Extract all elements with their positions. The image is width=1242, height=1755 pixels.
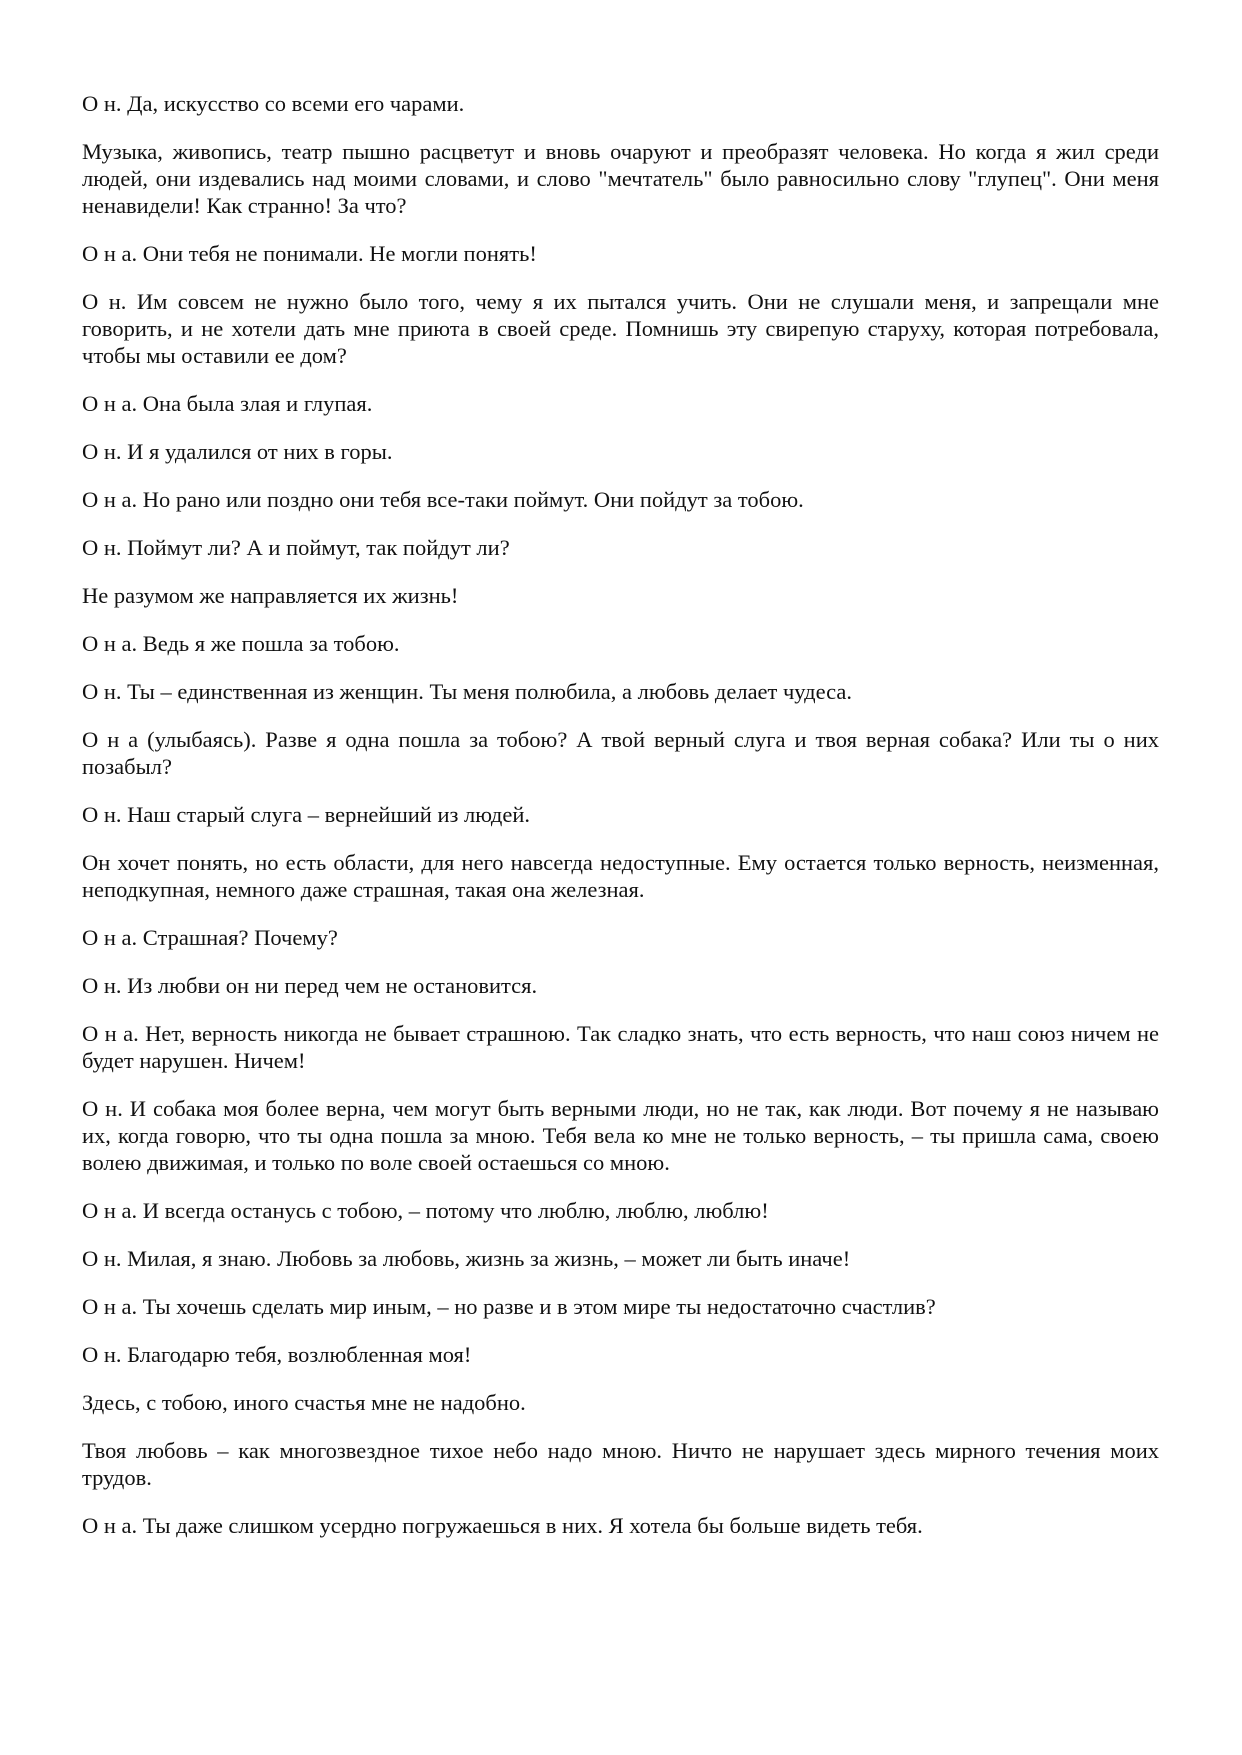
paragraph: О н а. Ты хочешь сделать мир иным, – но разве и в этом мире ты недостаточно счастлив? <box>82 1294 936 1319</box>
paragraph: О н. Благодарю тебя, возлюбленная моя! <box>82 1342 472 1367</box>
paragraph: Не разумом же направляется их жизнь! <box>82 583 459 608</box>
paragraph: О н. Ты – единственная из женщин. Ты меня полюбила, а любовь делает чудеса. <box>82 679 853 704</box>
paragraph: О н а. И всегда останусь с тобою, – потому что люблю, люблю, люблю! <box>82 1198 769 1223</box>
paragraph: Музыка, живопись, театр пышно расцветут и вновь очаруют и преобразят человека. Но когда я жил среди людей, они издевались над моими словами, и слово "мечтатель" было равносильно слову "глупец". Они меня ненавидели! Как странно! За что? <box>82 139 1159 218</box>
paragraph: О н. Поймут ли? А и поймут, так пойдут ли? <box>82 535 510 560</box>
paragraph: О н а. Но рано или поздно они тебя все-таки поймут. Они пойдут за тобою. <box>82 487 804 512</box>
paragraph: О н. Из любви он ни перед чем не остановится. <box>82 973 538 998</box>
paragraph: О н а. Они тебя не понимали. Не могли понять! <box>82 241 537 266</box>
paragraph: О н. Да, искусство со всеми его чарами. <box>82 91 465 116</box>
paragraph: О н а. Ты даже слишком усердно погружаешься в них. Я хотела бы больше видеть тебя. <box>82 1513 923 1538</box>
paragraph: О н а. Она была злая и глупая. <box>82 391 373 416</box>
paragraph: О н. И собака моя более верна, чем могут быть верными люди, но не так, как люди. Вот почему я не называю их, когда говорю, что ты одна пошла за мною. Тебя вела ко мне не только верность, – ты пришла сама, своею волею движимая, и только по воле своей остаешься со мною. <box>82 1096 1159 1175</box>
paragraph: Он хочет понять, но есть области, для него навсегда недоступные. Ему остается только верность, неизменная, неподкупная, немного даже страшная, такая она железная. <box>82 850 1159 902</box>
paragraph: Твоя любовь – как многозвездное тихое небо надо мною. Ничто не нарушает здесь мирного течения моих трудов. <box>82 1438 1159 1490</box>
paragraph: О н. Им совсем не нужно было того, чему я их пытался учить. Они не слушали меня, и запрещали мне говорить, и не хотели дать мне приюта в своей среде. Помнишь эту свирепую старуху, которая потребовала, чтобы мы оставили ее дом? <box>82 289 1159 368</box>
paragraph: О н. Наш старый слуга – вернейший из людей. <box>82 802 531 827</box>
paragraph: Здесь, с тобою, иного счастья мне не надобно. <box>82 1390 526 1415</box>
paragraph: О н а. Нет, верность никогда не бывает страшною. Так сладко знать, что есть верность, что наш союз ничем не будет нарушен. Ничем! <box>82 1021 1159 1073</box>
paragraph: О н а. Страшная? Почему? <box>82 925 338 950</box>
paragraph: О н. Милая, я знаю. Любовь за любовь, жизнь за жизнь, – может ли быть иначе! <box>82 1246 851 1271</box>
paragraph: О н. И я удалился от них в горы. <box>82 439 393 464</box>
paragraph: О н а (улыбаясь). Разве я одна пошла за тобою? А твой верный слуга и твоя верная собака? Или ты о них позабыл? <box>82 727 1159 779</box>
paragraph: О н а. Ведь я же пошла за тобою. <box>82 631 400 656</box>
